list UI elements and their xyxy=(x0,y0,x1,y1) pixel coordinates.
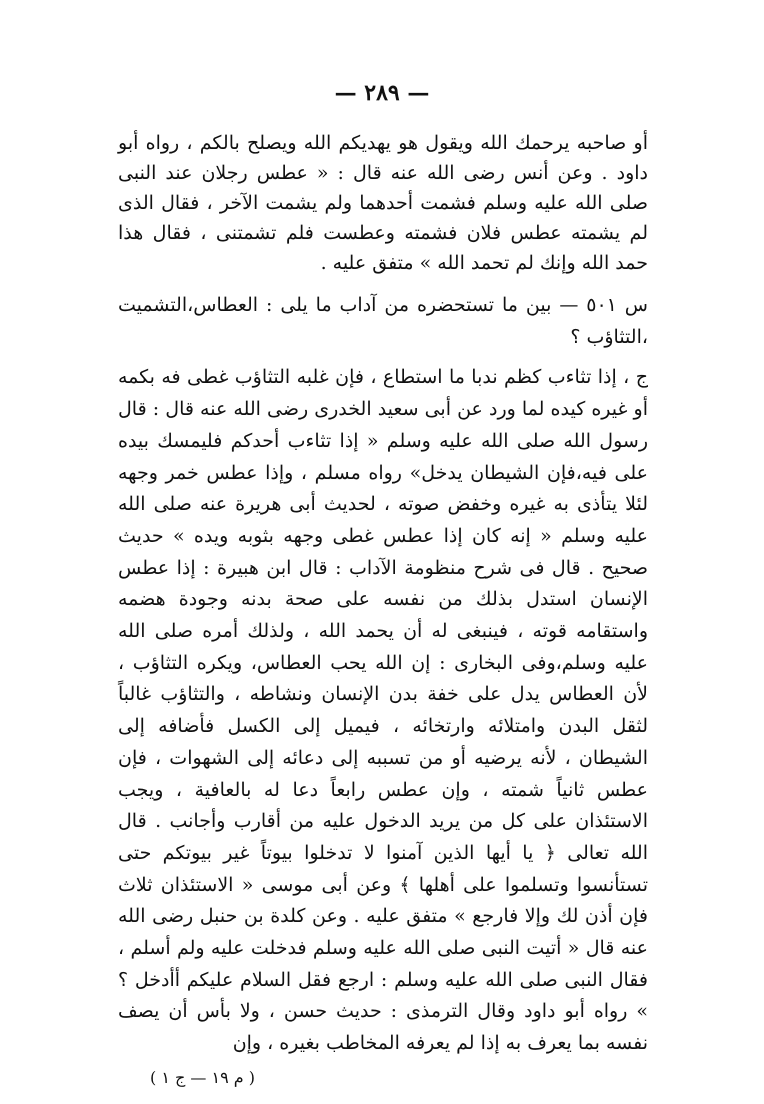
signature-mark: ( م ١٩ — ج ١ ) xyxy=(150,1068,256,1087)
qa-section xyxy=(118,290,648,1060)
hadith-paragraph xyxy=(118,128,648,278)
page-number: — ٢٨٩ — xyxy=(334,80,430,106)
answer-paragraph: ج ، إذا تثاءب كظم ندبا ما استطاع ، فإن غلبه التثاؤب غطى فه بكمه أو غيره كيده لما ورد عن أبى سعيد الخدرى رضى الله عنه قال : قال رسول الله صلى الله عليه وسلم « إذا تثاءب أحدكم فليمسك بيده على فيه،فإن الشيطان يدخل» رواه مسلم ، وإذا عطس خمر وجهه لئلا يتأذى به غيره وخفض صوته ، لحديث أبى هريرة عنه صلى الله عليه وسلم « إنه كان إذا عطس غطى وجهه بثوبه ويده » حديث صحيح . قال فى شرح منظومة الآداب : قال ابن هبيرة : إذا عطس الإنسان استدل بذلك من نفسه على صحة بدنه وجودة هضمه واستقامه قوته ، فينبغى له أن يحمد الله ، ولذلك أمره صلى الله عليه وسلم،وفى البخارى : إن الله يحب العطاس، ويكره التثاؤب ، لأن العطاس يدل على خفة بدن الإنسان ونشاطه ، والتثاؤب غالباً لثقل البدن وامتلائه وارتخائه ، فيميل إلى الكسل فأضافه إلى الشيطان ، لأنه يرضيه أو من تسببه إلى دعائه إلى الشهوات ، فإن عطس ثانياً شمته ، وإن عطس رابعاً دعا له بالعافية ، ويجب الاستئذان على كل من يريد الدخول عليه من أقارب وأجانب . قال الله تعالى ﴿ يا أيها الذين آمنوا لا تدخلوا بيوتاً غير بيوتكم حتى تستأنسوا وتسلموا على أهلها ﴾ وعن أبى موسى « الاستئذان ثلاث فإن أذن لك وإلا فارجع » متفق عليه . وعن كلدة بن حنبل رضى الله عنه قال « أتيت النبى صلى الله عليه وسلم فدخلت عليه ولم أسلم ، فقال النبى صلى الله عليه وسلم : ارجع فقل السلام عليكم أأدخل ؟ » رواه أبو داود وقال الترمذى : حديث حسن ، ولا بأس أن يصف نفسه بما يعرف به إذا لم يعرفه المخاطب بغيره ، وإن xyxy=(118,366,648,1055)
paragraph-text: أو صاحبه يرحمك الله ويقول هو يهديكم الله ويصلح بالكم ، رواه أبو داود . وعن أنس رضى الله عنه قال : « عطس رجلان عند النبى صلى الله عليه وسلم فشمت أحدهما ولم يشمت الآخر ، فقال الذى لم يشمته عطس فلان فشمته وعطست فلم تشمتنى ، فقال هذا حمد الله وإنك لم تحمد الله » متفق عليه . xyxy=(118,132,648,274)
question-line: س ٥٠١ — بين ما تستحضره من آداب ما يلى : العطاس،التشميت ،التثاؤب ؟ xyxy=(118,294,648,348)
